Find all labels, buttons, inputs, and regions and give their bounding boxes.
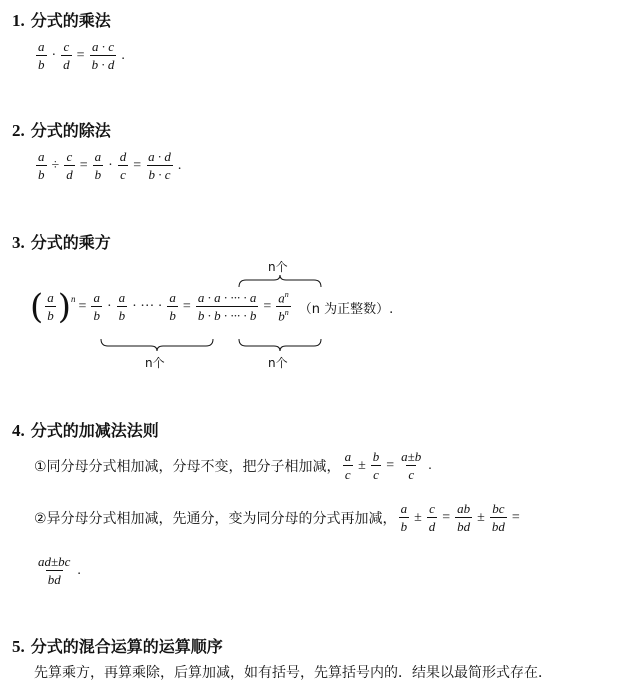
- fraction: $\frac{a\pm b}{c}$: [401, 449, 422, 482]
- section-title: 分式的乘法: [30, 11, 111, 30]
- section-5-text: 先算乘方，再算乘除，后算加减，如有括号，先算括号内的．结果以最简形式存在．: [34, 665, 552, 681]
- fraction: $\frac{a \cdot a \cdot \cdot\cdot\cdot \cdot a}{b \cdot b \cdot \cdot\cdot\cdot \cdot b}$: [197, 290, 257, 323]
- section-1-heading: [12, 8, 111, 31]
- fraction: $\frac{a^n}{b^n}$: [278, 290, 289, 324]
- bottom-brace-left: [100, 338, 214, 352]
- fraction: $\frac{c}{d}$: [66, 149, 73, 182]
- section-4-heading: [12, 418, 159, 441]
- formula-multiplication: $\frac{a}{b}$ · $\frac{c}{d}$ = $\frac{a \cdot c}{b \cdot d}$ .: [34, 40, 128, 71]
- fraction: $\frac{a \cdot d}{b \cdot c}$: [148, 149, 171, 182]
- bottom-brace-right: [238, 338, 322, 352]
- fraction: $\frac{a}{b}$: [400, 501, 408, 534]
- rule-same-denominator: ①同分母分式相加减，分母不变，把分子相加减， $\frac{a}{c}$ ± $\frac{b}{c}$ = $\frac{a\pm b}{c}$ .: [34, 449, 432, 482]
- fraction: $\frac{d}{c}$: [119, 149, 127, 182]
- fraction: $\frac{a}{b}$: [93, 290, 100, 323]
- fraction: $\frac{a}{b}$: [94, 149, 102, 182]
- power-note: （n 为正整数）.: [298, 301, 394, 317]
- fraction: $\frac{a}{b}$: [38, 39, 45, 72]
- section-number: 3.: [12, 233, 25, 252]
- section-5-heading: [12, 634, 223, 657]
- fraction: $\frac{b}{c}$: [372, 449, 380, 482]
- formula-power: ( $\frac{a}{b}$ ) n = $\frac{a}{b}$ · $\frac{a}{b}$ · ··· · $\frac{a}{b}$ = $\frac{a \cdot a \cdot \cdot\cdot\cdot \cdot a}{b \cdot b \cdot \cdot\cdot\cdot \cdot b}$ = $\frac{a^n}{b^n}$ （n 为正整数）.: [30, 287, 394, 327]
- fraction: $\frac{a}{b}$: [38, 149, 45, 182]
- fraction: $\frac{a}{b}$: [118, 290, 126, 323]
- rule-1-text: ①同分母分式相加减，分母不变，把分子相加减，: [34, 458, 341, 475]
- n-count-label-left: n个: [145, 356, 165, 370]
- section-title: 分式的乘方: [30, 233, 111, 252]
- rule-different-denominator: ②异分母分式相加减，先通分，变为同分母的分式再加减， $\frac{a}{b}$ ± $\frac{c}{d}$ = $\frac{ab}{bd}$ ± $\frac{bc}{bd}$ =: [34, 501, 520, 534]
- fraction: $\frac{c}{d}$: [63, 39, 70, 72]
- section-2-heading: [12, 118, 111, 141]
- section-title: 分式的加减法法则: [30, 421, 159, 440]
- formula-division: $\frac{a}{b}$ ÷ $\frac{c}{d}$ = $\frac{a}{b}$ · $\frac{d}{c}$ = $\frac{a \cdot d}{b \cdot c}$ .: [34, 150, 184, 181]
- fraction: $\frac{c}{d}$: [428, 501, 436, 534]
- fraction: $\frac{ad\pm bc}{bd}$: [38, 554, 71, 587]
- fraction: $\frac{ab}{bd}$: [457, 501, 471, 534]
- top-brace: [238, 274, 322, 288]
- section-title: 分式的除法: [30, 121, 111, 140]
- fraction: $\frac{a}{b}$: [169, 290, 176, 323]
- rule-2-result: $\frac{ad\pm bc}{bd}$ .: [34, 555, 84, 586]
- fraction: $\frac{bc}{bd}$: [491, 501, 505, 534]
- section-number: 1.: [12, 11, 25, 30]
- rule-2-text: ②异分母分式相加减，先通分，变为同分母的分式再加减，: [34, 510, 397, 527]
- fraction: $\frac{a}{b}$: [47, 290, 54, 323]
- fraction: $\frac{a}{c}$: [344, 449, 352, 482]
- section-title: 分式的混合运算的运算顺序: [30, 637, 223, 656]
- n-count-label-right: n个: [268, 356, 288, 370]
- section-3-heading: [12, 230, 111, 253]
- section-number: 4.: [12, 421, 25, 440]
- section-number: 5.: [12, 637, 25, 656]
- section-number: 2.: [12, 121, 25, 140]
- n-count-label-top: n个: [268, 260, 288, 274]
- fraction: $\frac{a \cdot c}{b \cdot d}$: [91, 39, 115, 72]
